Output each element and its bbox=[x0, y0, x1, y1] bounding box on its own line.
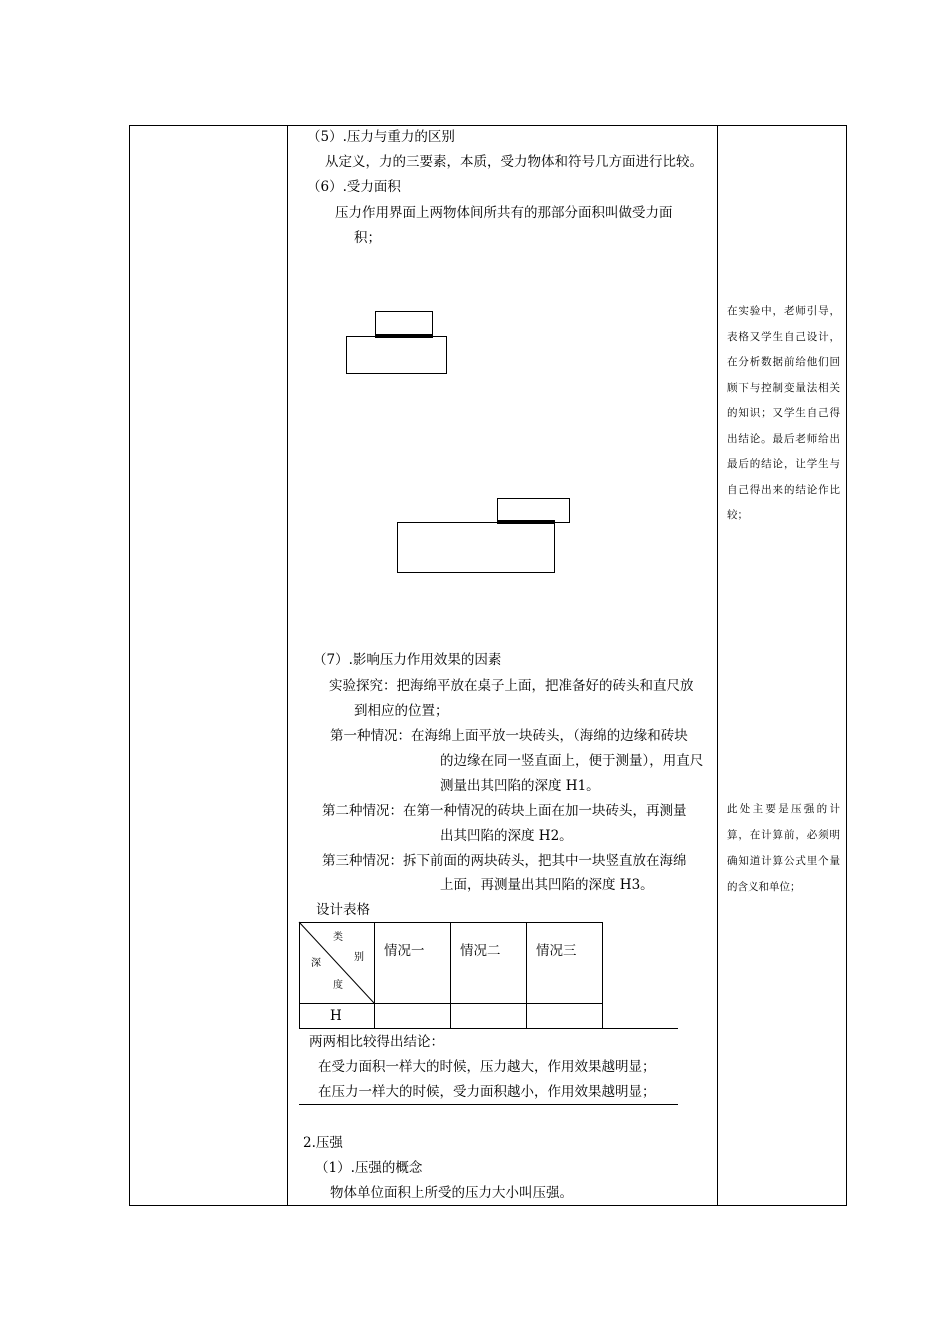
case2-line1: 第二种情况：在第一种情况的砖块上面在加一块砖头，再测量 bbox=[322, 803, 687, 819]
conclusion-title: 两两相比较得出结论： bbox=[309, 1034, 444, 1050]
diagram-brick-flat bbox=[347, 312, 447, 374]
sponge-block-1 bbox=[347, 337, 447, 374]
case3-line2: 上面，再测量出其凹陷的深度 H3。 bbox=[440, 877, 654, 893]
section-5-body: 从定义，力的三要素，本质，受力物体和符号几方面进行比较。 bbox=[325, 154, 703, 170]
case1-line2: 的边缘在同一竖直面上，便于测量），用直尺 bbox=[440, 753, 704, 769]
section-7-title: （7）.影响压力作用效果的因素 bbox=[313, 652, 502, 668]
teaching-note-pressure: 此处主要是压强的计算，在计算前，必须明确知道计算公式里个量的含义和单位； bbox=[727, 803, 840, 893]
case2-line2: 出其凹陷的深度 H2。 bbox=[440, 828, 573, 844]
diag-depth-2: 度 bbox=[333, 980, 343, 991]
teaching-note-experiment: 在实验中，老师引导，表格又学生自己设计，在分析数据前给他们回顾下与控制变量法相关的知识；又学生自己得出结论。最后老师给出最后的结论，让学生与自己得出来的结论作比较； bbox=[727, 305, 840, 521]
header-case-2: 情况二 bbox=[460, 943, 501, 959]
design-table-title: 设计表格 bbox=[316, 902, 370, 918]
case1-line3: 测量出其凹陷的深度 H1。 bbox=[440, 778, 600, 794]
conclusion-line2: 在压力一样大的时候，受力面积越小，作用效果越明显； bbox=[318, 1084, 656, 1100]
header-case-1: 情况一 bbox=[384, 943, 425, 959]
design-table-lines bbox=[299, 922, 678, 1029]
header-case-3: 情况三 bbox=[536, 943, 577, 959]
section-6-body-line1: 压力作用界面上两物体间所共有的那部分面积叫做受力面 bbox=[335, 205, 673, 221]
brick-1 bbox=[376, 312, 433, 338]
case1-line1: 第一种情况：在海绵上面平放一块砖头，（海绵的边缘和砖块 bbox=[330, 728, 688, 744]
case3-line1: 第三种情况：拆下前面的两块砖头，把其中一块竖直放在海绵 bbox=[322, 853, 687, 869]
section-2-title: 2.压强 bbox=[303, 1135, 343, 1151]
brick-2 bbox=[498, 499, 570, 523]
section-2-1-body: 物体单位面积上所受的压力大小叫压强。 bbox=[330, 1185, 573, 1201]
conclusion-line1: 在受力面积一样大的时候，压力越大，作用效果越明显； bbox=[318, 1059, 656, 1075]
section-2-1-title: （1）.压强的概念 bbox=[315, 1160, 423, 1176]
section-5-title: （5）.压力与重力的区别 bbox=[307, 129, 455, 145]
section-6-body-line2: 积； bbox=[354, 230, 381, 246]
section-6-title: （6）.受力面积 bbox=[307, 179, 401, 195]
diag-category-1: 类 bbox=[333, 932, 343, 943]
experiment-line1: 实验探究：把海绵平放在桌子上面，把准备好的砖头和直尺放 bbox=[329, 678, 694, 694]
experiment-line2: 到相应的位置； bbox=[354, 703, 449, 719]
diagram-brick-edge bbox=[398, 499, 570, 573]
sponge-block-2 bbox=[398, 523, 555, 573]
row-label-h: H bbox=[330, 1008, 342, 1024]
diag-category-2: 别 bbox=[354, 952, 364, 963]
diag-depth-1: 深 bbox=[311, 958, 321, 969]
